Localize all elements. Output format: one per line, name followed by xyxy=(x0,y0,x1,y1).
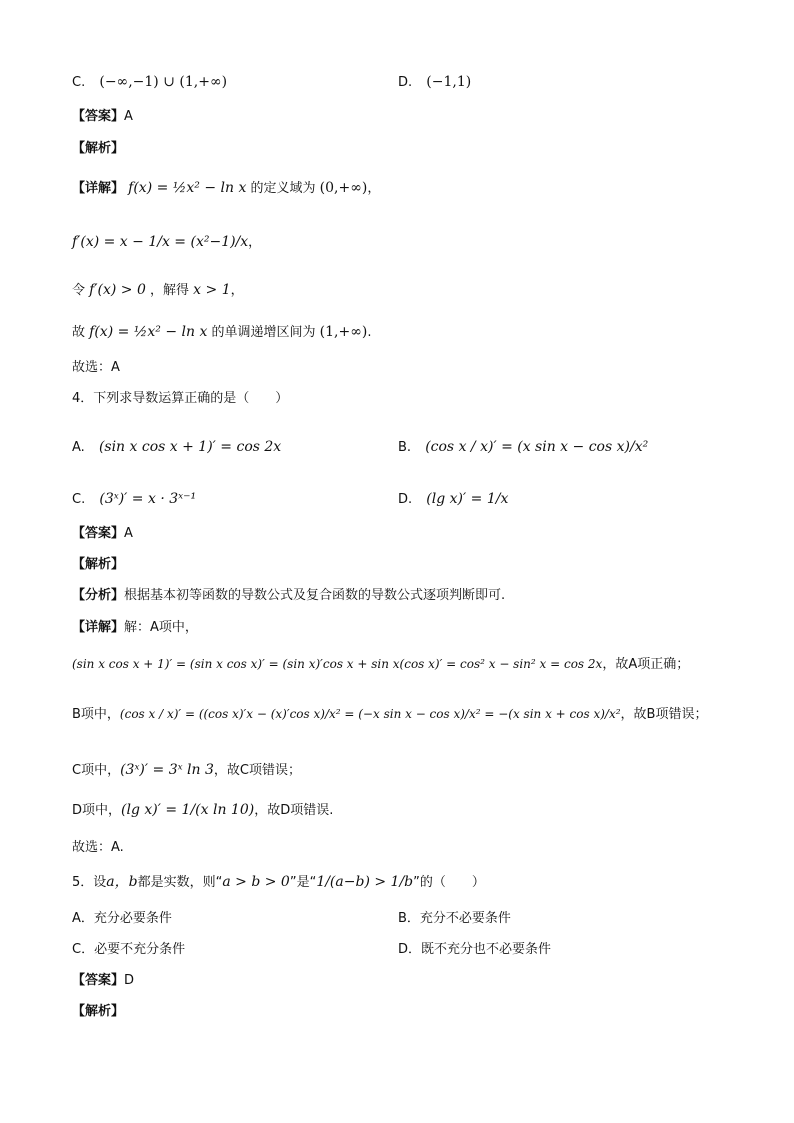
q4-option-d: D. (lg x)′ = 1/x xyxy=(398,491,509,507)
q4-line-c: C项中，(3ˣ)′ = 3ˣ ln 3，故C项错误； xyxy=(72,762,301,778)
prev-detail-line4: 故 f(x) = ½x² − ln x 的单调递增区间为 (1,+∞). xyxy=(72,324,372,340)
prev-option-c: C. (−∞,−1) ∪ (1,+∞) xyxy=(72,74,228,90)
q5-option-d: D．既不充分也不必要条件 xyxy=(398,942,552,957)
q5-option-c: C．必要不充分条件 xyxy=(72,942,186,957)
q5-analysis-heading: 【解析】 xyxy=(72,1004,125,1019)
q4-line-d: D项中，(lg x)′ = 1/(x ln 10)，故D项错误. xyxy=(72,802,334,818)
prev-analysis-heading: 【解析】 xyxy=(72,141,125,156)
q4-analysis-heading: 【解析】 xyxy=(72,557,125,572)
q4-line-b: B项中，(cos x / x)′ = ((cos x)′x − (x)′cos x)/x² = (−x sin x − cos x)/x² = −(x sin x + cos x)/x²，故B项错误； xyxy=(72,707,708,722)
q4-option-b: B. (cos x / x)′ = (x sin x − cos x)/x² xyxy=(398,439,649,455)
q5-option-a: A．充分必要条件 xyxy=(72,911,172,926)
q4-option-c: C. (3ˣ)′ = x · 3ˣ⁻¹ xyxy=(72,491,197,507)
function-definition: f(x) = ½x² − ln x xyxy=(128,180,247,196)
derivative-expression: f′(x) = x − 1/x = (x²−1)/x xyxy=(72,234,249,250)
prev-detail-line1: 【详解】 f(x) = ½x² − ln x 的定义域为 (0,+∞)， xyxy=(72,180,381,196)
prev-option-c-math: (−∞,−1) ∪ (1,+∞) xyxy=(99,74,228,90)
prev-choose: 故选：A xyxy=(72,360,120,375)
q5-answer: 【答案】D xyxy=(72,973,135,988)
prev-detail-line3: 令 f′(x) > 0 ，解得 x > 1， xyxy=(72,282,244,298)
q4-stem: 4．下列求导数运算正确的是（ ） xyxy=(72,391,289,406)
prev-option-d: D. (−1,1) xyxy=(398,74,472,90)
q5-stem: 5．设a，b都是实数，则“a > b > 0”是“1/(a−b) > 1/b”的（ ） xyxy=(72,874,485,890)
q4-choose: 故选：A. xyxy=(72,840,124,855)
prev-answer: 【答案】A xyxy=(72,109,133,124)
q4-option-a: A. (sin x cos x + 1)′ = cos 2x xyxy=(72,439,282,455)
q4-answer: 【答案】A xyxy=(72,526,133,541)
q5-option-b: B．充分不必要条件 xyxy=(398,911,511,926)
q4-line-a: (sin x cos x + 1)′ = (sin x cos x)′ = (sin x)′cos x + sin x(cos x)′ = cos² x − sin² x = cos 2x，故A项正确； xyxy=(72,657,690,672)
q4-fenxi: 【分析】根据基本初等函数的导数公式及复合函数的导数公式逐项判断即可. xyxy=(72,588,506,603)
prev-detail-line2: f′(x) = x − 1/x = (x²−1)/x， xyxy=(72,234,262,250)
q4-detail: 【详解】解：A项中， xyxy=(72,620,198,635)
prev-option-d-math: (−1,1) xyxy=(426,74,472,90)
